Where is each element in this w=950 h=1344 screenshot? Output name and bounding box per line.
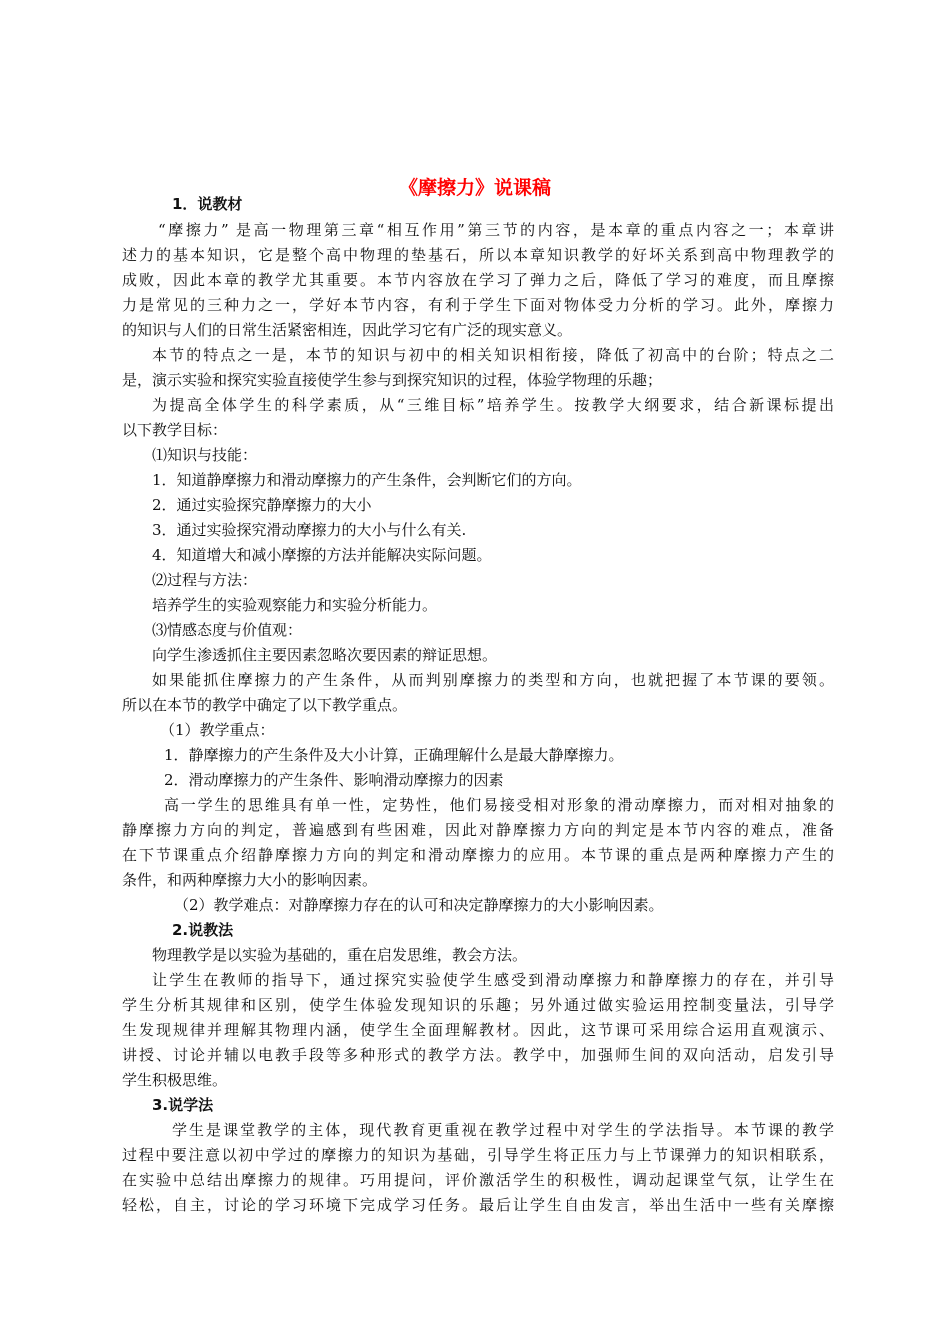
- paragraph-line: 生发现规律并理解其物理内涵，使学生全面理解教材。因此，这节课可采用综合运用直观演示、: [122, 1021, 834, 1039]
- paragraph-line: 力是常见的三种力之一，学好本节内容，有利于学生下面对物体受力分析的学习。此外，摩擦力: [122, 296, 834, 314]
- paragraph-line: “摩擦力” 是高一物理第三章“相互作用”第三节的内容，是本章的重点内容之一；本章讲: [158, 221, 834, 239]
- paragraph-line: 学生积极思维。: [122, 1071, 228, 1089]
- paragraph-line: 条件，和两种摩擦力大小的影响因素。: [122, 871, 378, 889]
- paragraph-line: 述力的基本知识，它是整个高中物理的垫基石，所以本章知识教学的好坏关系到高中物理教学的: [122, 246, 834, 264]
- paragraph-line: 本节的特点之一是，本节的知识与初中的相关知识相衔接，降低了初高中的台阶；特点之二: [152, 346, 834, 364]
- document-title: 《摩擦力》说课稿: [398, 177, 551, 199]
- paragraph-line: （1）教学重点：: [160, 721, 275, 739]
- paragraph-line: 过程中要注意以初中学过的摩擦力的知识为基础，引导学生将正压力与上节课弹力的知识相联系，: [122, 1146, 834, 1164]
- paragraph-line: 以下教学目标：: [122, 421, 228, 439]
- paragraph-line: 如果能抓住摩擦力的产生条件，从而判别摩擦力的类型和方向，也就把握了本节课的要领。: [152, 671, 834, 689]
- paragraph-line: 的知识与人们的日常生活紧密相连，因此学习它有广泛的现实意义。: [122, 321, 573, 339]
- paragraph-line: 1．静摩擦力的产生条件及大小计算，正确理解什么是最大静摩擦力。: [164, 746, 624, 764]
- paragraph-line: 在实验中总结出摩擦力的规律。巧用提问，评价激活学生的积极性，调动起课堂气氛，让学生在: [122, 1171, 834, 1189]
- paragraph-line: ⑴知识与技能：: [152, 446, 258, 464]
- paragraph-line: 所以在本节的教学中确定了以下教学重点。: [122, 696, 408, 714]
- paragraph-line: 讲授、讨论并辅以电教手段等多种形式的教学方法。教学中，加强师生间的双向活动，启发引导: [122, 1046, 834, 1064]
- paragraph-line: ⑵过程与方法：: [152, 571, 258, 589]
- paragraph-line: 是，演示实验和探究实验直接使学生参与到探究知识的过程，体验学物理的乐趣；: [122, 371, 663, 389]
- paragraph-line: 成败，因此本章的教学尤其重要。本节内容放在学习了弹力之后，降低了学习的难度，而且摩擦: [122, 271, 834, 289]
- paragraph-line: 3．通过实验探究滑动摩擦力的大小与什么有关.: [152, 521, 467, 539]
- paragraph-line: （2）教学难点：对静摩擦力存在的认可和决定静摩擦力的大小影响因素。: [174, 896, 664, 914]
- paragraph-line: 轻松，自主，讨论的学习环境下完成学习任务。最后让学生自由发言，举出生活中一些有关摩擦: [122, 1196, 834, 1214]
- paragraph-line: ⑶情感态度与价值观：: [152, 621, 303, 639]
- paragraph-line: 静摩擦力方向的判定，普遍感到有些困难，因此对静摩擦力方向的判定是本节内容的难点，准备: [122, 821, 834, 839]
- paragraph-line: 2．滑动摩擦力的产生条件、影响滑动摩擦力的因素: [164, 771, 504, 789]
- section-heading: 3.说学法: [152, 1096, 214, 1114]
- paragraph-line: 4．知道增大和减小摩擦的方法并能解决实际问题。: [152, 546, 492, 564]
- paragraph-line: 培养学生的实验观察能力和实验分析能力。: [152, 596, 438, 614]
- paragraph-line: 学生分析其规律和区别，使学生体验发现知识的乐趣；另外通过做实验运用控制变量法，引导学: [122, 996, 834, 1014]
- paragraph-line: 向学生渗透抓住主要因素忽略次要因素的辩证思想。: [152, 646, 498, 664]
- section-heading: 2.说教法: [172, 921, 234, 939]
- paragraph-line: 高一学生的思维具有单一性，定势性，他们易接受相对形象的滑动摩擦力，而对相对抽象的: [164, 796, 834, 814]
- paragraph-line: 1．知道静摩擦力和滑动摩擦力的产生条件，会判断它们的方向。: [152, 471, 582, 489]
- paragraph-line: 让学生在教师的指导下，通过探究实验使学生感受到滑动摩擦力和静摩擦力的存在，并引导: [152, 971, 834, 989]
- paragraph-line: 在下节课重点介绍静摩擦力方向的判定和滑动摩擦力的应用。本节课的重点是两种摩擦力产生的: [122, 846, 834, 864]
- paragraph-line: 为提高全体学生的科学素质，从“三维目标”培养学生。按教学大纲要求，结合新课标提出: [152, 396, 834, 414]
- paragraph-line: 学生是课堂教学的主体，现代教育更重视在教学过程中对学生的学法指导。本节课的教学: [172, 1121, 834, 1139]
- section-heading: 1．说教材: [172, 195, 243, 213]
- paragraph-line: 物理教学是以实验为基础的，重在启发思维，教会方法。: [152, 946, 528, 964]
- paragraph-line: 2．通过实验探究静摩擦力的大小: [152, 496, 372, 514]
